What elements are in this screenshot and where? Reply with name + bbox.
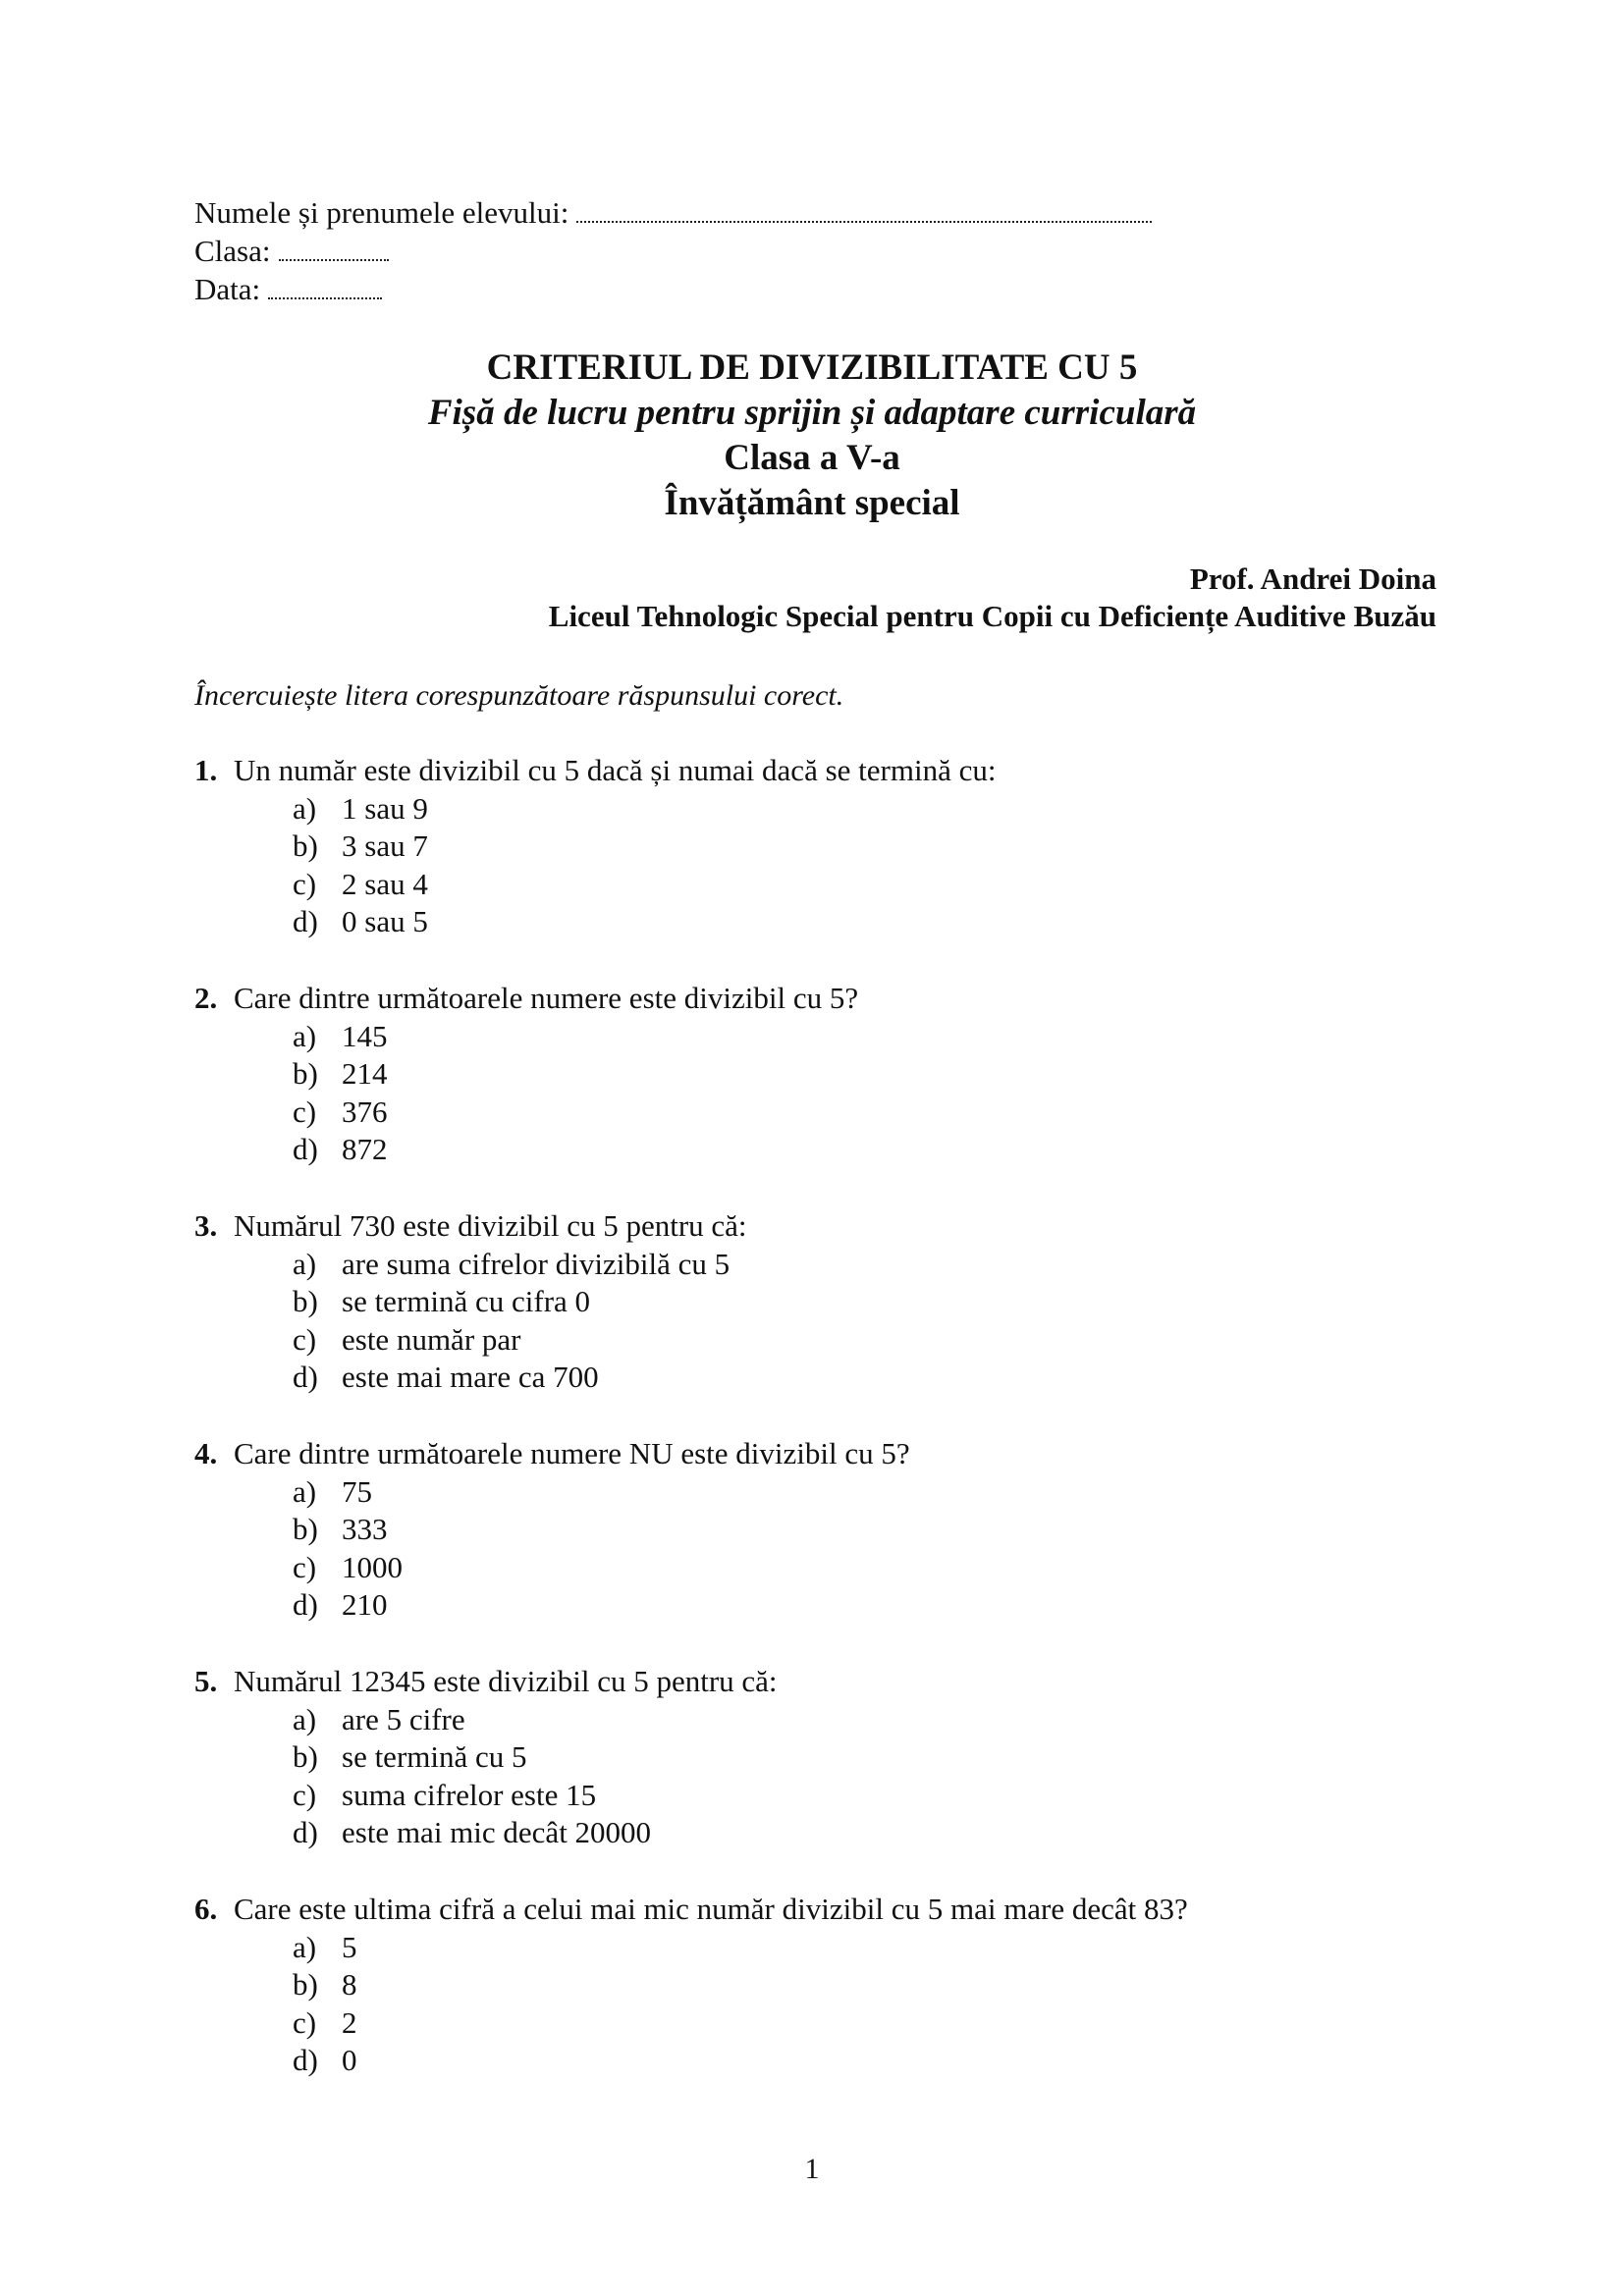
answer-option[interactable]: d) este mai mic decât 20000 [293,1815,652,1849]
author-block [549,561,1436,635]
answer-option[interactable]: d) 210 [293,1587,388,1622]
author-school: Liceul Tehnologic Special pentru Copii cu Deficiențe Auditive Buzău [548,599,1436,633]
question-number: 1. [194,753,218,787]
student-name-label: Numele și prenumele elevului: [194,195,569,230]
page-number: 1 [804,2153,820,2185]
question-number: 5. [194,1664,218,1698]
answer-option[interactable]: a) are 5 cifre [293,1701,465,1736]
title-block [0,346,1624,526]
question-text: Un număr este divizibil cu 5 dacă și numai dacă se termină cu: [234,753,997,787]
page-title: CRITERIUL DE DIVIZIBILITATE CU 5 [486,347,1138,388]
answer-option[interactable]: d) 0 sau 5 [293,904,428,938]
student-name-field [194,194,1152,232]
answer-option[interactable]: c) este număr par [293,1321,521,1357]
instruction-text: Încercuiește litera corespunzătoare răspunsului corect. [194,679,844,712]
answer-option[interactable]: c) 1000 [293,1549,403,1584]
question-number: 3. [194,1208,218,1243]
answer-option[interactable]: d) 0 [293,2043,357,2077]
author-name: Prof. Andrei Doina [1189,561,1436,596]
answer-option[interactable]: b) 8 [293,1967,357,2002]
answer-option[interactable]: d) este mai mare ca 700 [293,1360,599,1394]
grade-label: Clasa a V-a [724,438,900,478]
answer-option[interactable]: b) 333 [293,1512,388,1546]
answer-option[interactable]: c) 2 [293,2004,357,2040]
question-number: 4. [194,1436,218,1470]
answer-option[interactable]: c) 376 [293,1094,388,1129]
question-text: Numărul 730 este divizibil cu 5 pentru că: [234,1208,747,1243]
question-text: Care dintre următoarele numere este divizibil cu 5? [234,981,859,1015]
question-3 [194,1207,747,1397]
date-label: Data: [194,272,261,306]
answer-option[interactable]: c) 2 sau 4 [293,866,428,901]
answer-option[interactable]: b) se termină cu cifra 0 [293,1284,591,1318]
answer-option[interactable]: a) 75 [293,1473,372,1509]
question-4 [194,1435,910,1625]
question-text: Care este ultima cifră a celui mai mic număr divizibil cu 5 mai mare decât 83? [234,1892,1188,1926]
date-field [194,271,382,308]
date-blank[interactable] [268,276,382,299]
question-text: Care dintre următoarele numere NU este divizibil cu 5? [234,1436,910,1470]
answer-option[interactable]: b) se termină cu 5 [293,1739,527,1774]
answer-option[interactable]: b) 214 [293,1056,388,1091]
question-5 [194,1663,778,1852]
student-name-blank[interactable] [576,199,1152,223]
answer-option[interactable]: a) 145 [293,1018,388,1053]
answer-option[interactable]: a) are suma cifrelor divizibilă cu 5 [293,1246,731,1281]
class-label: Clasa: [194,234,271,268]
answer-option[interactable]: c) suma cifrelor este 15 [293,1777,597,1812]
answer-option[interactable]: a) 5 [293,1929,357,1964]
class-field [194,233,389,270]
class-blank[interactable] [279,238,389,261]
question-2 [194,980,858,1169]
page-subtitle: Fișă de lucru pentru sprijin și adaptare curriculară [427,393,1197,433]
question-1 [194,752,996,941]
question-number: 2. [194,981,218,1015]
answer-option[interactable]: d) 872 [293,1132,388,1166]
question-number: 6. [194,1892,218,1926]
question-text: Numărul 12345 este divizibil cu 5 pentru că: [234,1664,778,1698]
education-level: Învățământ special [664,483,960,523]
answer-option[interactable]: b) 3 sau 7 [293,828,428,863]
answer-option[interactable]: a) 1 sau 9 [293,790,428,826]
question-6 [194,1891,1188,2080]
